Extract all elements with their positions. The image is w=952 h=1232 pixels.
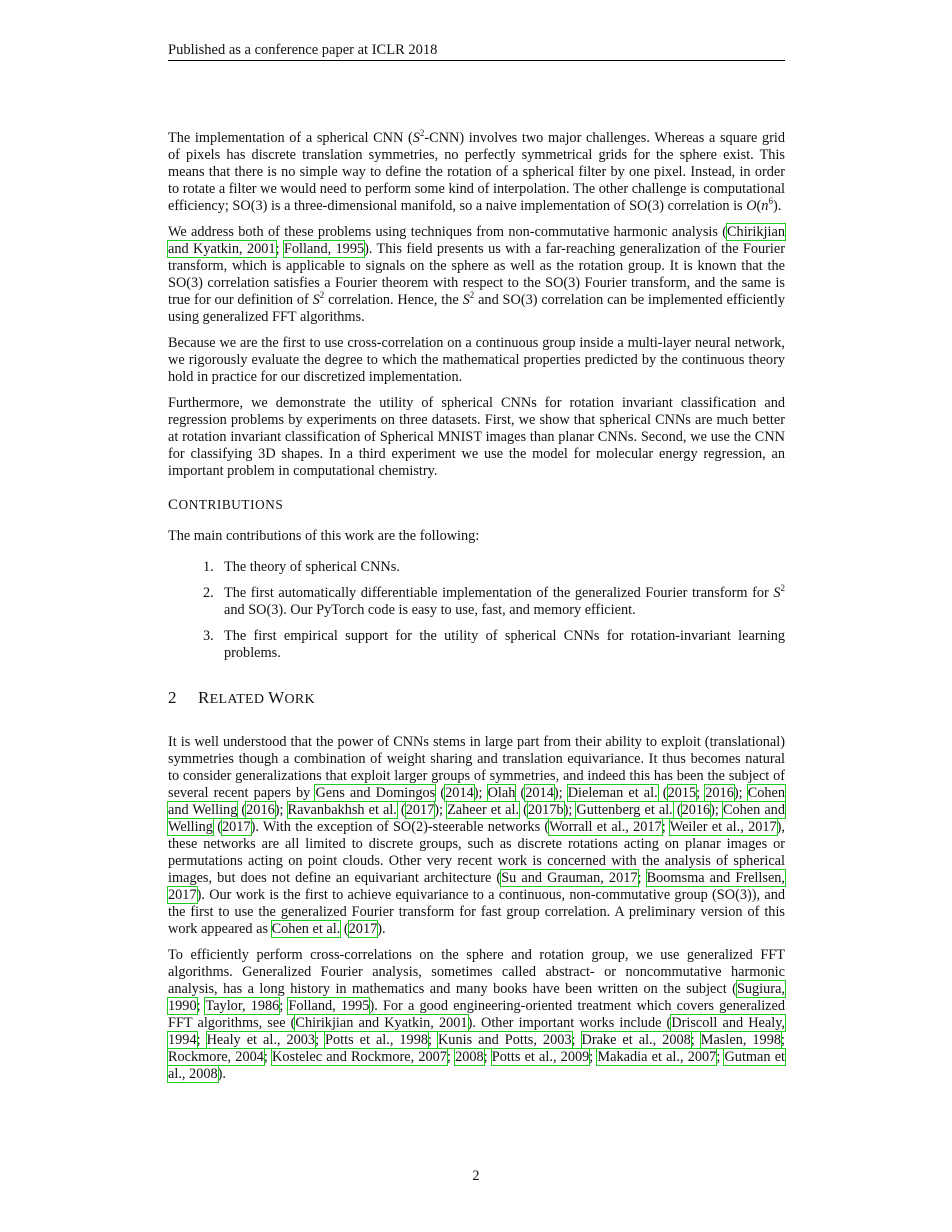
related-work-paragraph-2: To efficiently perform cross-correlations on the sphere and rotation group, we use generalized FFT algorithms. Generalized Fourier analysis, sometimes called abstract- or noncommutative harmonic analysis, has a long history in mathematics and many books have been written on the subject (Sugiura, 1990; Taylor, 1986; Folland, 1995). For a good engineering-oriented treatment which covers generalized FFT algorithms, see (Chirikjian and Kyatkin, 2001). Other important works include (Driscoll and Healy, 1994; Healy et al., 2003; Potts et al., 1998; Kunis and Potts, 2003; Drake et al., 2008; Maslen, 1998; Rockmore, 2004; Kostelec and Rockmore, 2007; 2008; Potts et al., 2009; Makadia et al., 2007; Gutman et al., 2008). [168,947,786,1082]
citation-link[interactable]: 2017 [405,802,435,818]
citation-link[interactable]: Drake et al., 2008 [581,1032,691,1048]
citation-link[interactable]: Zaheer et al. [447,802,520,818]
citation-link[interactable]: Cohen and Welling [168,785,786,818]
list-item: 1. The theory of spherical CNNs. [203,559,400,575]
running-header: Published as a conference paper at ICLR 2018 [168,42,785,61]
citation-link[interactable]: 2016 [705,785,734,801]
contributions-list [168,559,785,662]
citation-link[interactable]: Healy et al., 2003 [206,1032,316,1048]
related-work-paragraph-1: It is well understood that the power of CNNs stems in large part from their ability to exploit (translational) symmetries though a combination of weight sharing and translation equivariance. It thus becomes natural to consider generalizations that exploit larger groups of symmetries, and indeed this has been the subject of several recent papers by Gens and Domingos (2014); Olah (2014); Dieleman et al. (2015; 2016); Cohen and Welling (2016); Ravanbakhsh et al. (2017); Zaheer et al. (2017b); Guttenberg et al. (2016); Cohen and Welling (2017). With the exception of SO(2)-steerable networks (Worrall et al., 2017; Weiler et al., 2017), these networks are all limited to discrete groups, such as discrete rotations acting on planar images or permutations acting on point clouds. Other very recent work is concerned with the analysis of spherical images, but does not define an equivariant architecture (Su and Grauman, 2017; Boomsma and Frellsen, 2017). Our work is the first to achieve equivariance to a continuous, non-commutative group (SO(3)), and the first to use the generalized Fourier transform for fast group correlation. A preliminary version of this work appeared as Cohen et al. (2017). [168,734,786,937]
citation-link[interactable]: 2016 [681,802,711,818]
citation-link[interactable]: Cohen and Welling [168,802,785,835]
citation-link[interactable]: Gutman et al., 2008 [168,1049,786,1082]
intro-paragraph-1: The implementation of a spherical CNN $(S^2-CNN)$ involves two major challenges. Whereas a square grid of pixels has discrete translation symmetries, no perfectly symmetrical grids for the sphere exist. This means that there is no simple way to define the rotation of a spherical filter by one pixel. Instead, in order to rotate a filter we would need to perform some kind of interpolation. The other challenge is computational efficiency; SO(3) is a three-dimensional manifold, so a naive implementation of SO(3) correlation is $O(n^6)$. [168,128,785,214]
citation-link[interactable]: Potts et al., 1998 [325,1032,428,1048]
page-number: 2 [472,1168,480,1184]
citation-link[interactable]: 2016 [246,802,275,818]
citation-link[interactable]: Guttenberg et al. [576,802,673,818]
citation-link[interactable]: Chirikjian and Kyatkin, 2001 [168,224,785,257]
citation-link[interactable]: Kostelec and Rockmore, 2007 [272,1049,447,1065]
intro-paragraph-2: We address both of these problems using techniques from non-commutative harmonic analysis (Chirikjian and Kyatkin, 2001; Folland, 1995). This field presents us with a far-reaching generalization of the Fourier transform, which is applicable to signals on the sphere as well as the rotation group. It is known that the SO(3) correlation satisfies a Fourier theorem with respect to the SO(3) Fourier transform, and the same is true for our definition of $S^2$ correlation. Hence, the $S^2$ and SO(3) correlation can be implemented efficiently using generalized FFT algorithms. [168,224,786,325]
list-item: 3. The first empirical support for the utility of spherical CNNs for rotation-invariant learning problems. [203,628,785,661]
citation-link[interactable]: Makadia et al., 2007 [597,1049,717,1065]
citation-link[interactable]: Gens and Domingos [315,785,436,801]
intro-paragraph-3: Because we are the first to use cross-correlation on a continuous group inside a multi-layer neural network, we rigorously evaluate the degree to which the mathematical properties predicted by the continuous theory hold in practice for our discretized implementation. [168,335,785,385]
citation-link[interactable]: Taylor, 1986 [205,998,280,1014]
citation-link[interactable]: 2014 [525,785,554,801]
page-body [168,130,785,1092]
contributions-heading: CONTRIBUTIONS [168,497,284,513]
citation-link[interactable]: Worrall et al., 2017 [549,819,662,835]
citation-link[interactable]: Kunis and Potts, 2003 [437,1032,572,1048]
citation-link[interactable]: Sugiura, 1990 [168,981,785,1014]
citation-link[interactable]: Olah [487,785,516,801]
citation-link[interactable]: 2017 [348,921,378,937]
citation-link[interactable]: Ravanbakhsh et al. [287,802,397,818]
citation-link[interactable]: Folland, 1995 [288,998,370,1014]
contributions-intro: The main contributions of this work are the following: [168,528,480,544]
section-heading-related-work: 2 RELATED WORK [168,688,315,707]
citation-link[interactable]: 2008 [455,1049,484,1065]
citation-link[interactable]: Driscoll and Healy, 1994 [168,1015,785,1048]
citation-link[interactable]: Cohen et al. [271,921,341,937]
citation-link[interactable]: Folland, 1995 [283,241,365,257]
citation-link[interactable]: Rockmore, 2004 [168,1049,264,1065]
intro-paragraph-4: Furthermore, we demonstrate the utility of spherical CNNs for rotation invariant classification and regression problems by experiments on three datasets. First, we show that spherical CNNs are much better at rotation invariant classification of Spherical MNIST images than planar CNNs. Second, we use the CNN for classifying 3D shapes. In a third experiment we use the model for molecular energy regression, an important problem in computational chemistry. [168,395,785,479]
citation-link[interactable]: Potts et al., 2009 [491,1049,590,1065]
citation-link[interactable]: Chirikjian and Kyatkin, 2001 [295,1015,468,1031]
citation-link[interactable]: 2017b [527,802,564,818]
citation-link[interactable]: Dieleman et al. [567,785,658,801]
list-item: 2. The first automatically differentiable implementation of the generalized Fourier transform for $S^2$ and SO(3). Our PyTorch code is easy to use, fast, and memory efficient. [203,583,785,618]
citation-link[interactable]: 2014 [445,785,474,801]
citation-link[interactable]: Boomsma and Frellsen, 2017 [168,870,786,903]
citation-link[interactable]: 2015 [667,785,697,801]
citation-link[interactable]: Maslen, 1998 [700,1032,781,1048]
citation-link[interactable]: Weiler et al., 2017 [669,819,777,835]
citation-link[interactable]: 2017 [221,819,251,835]
citation-link[interactable]: Su and Grauman, 2017 [501,870,638,886]
